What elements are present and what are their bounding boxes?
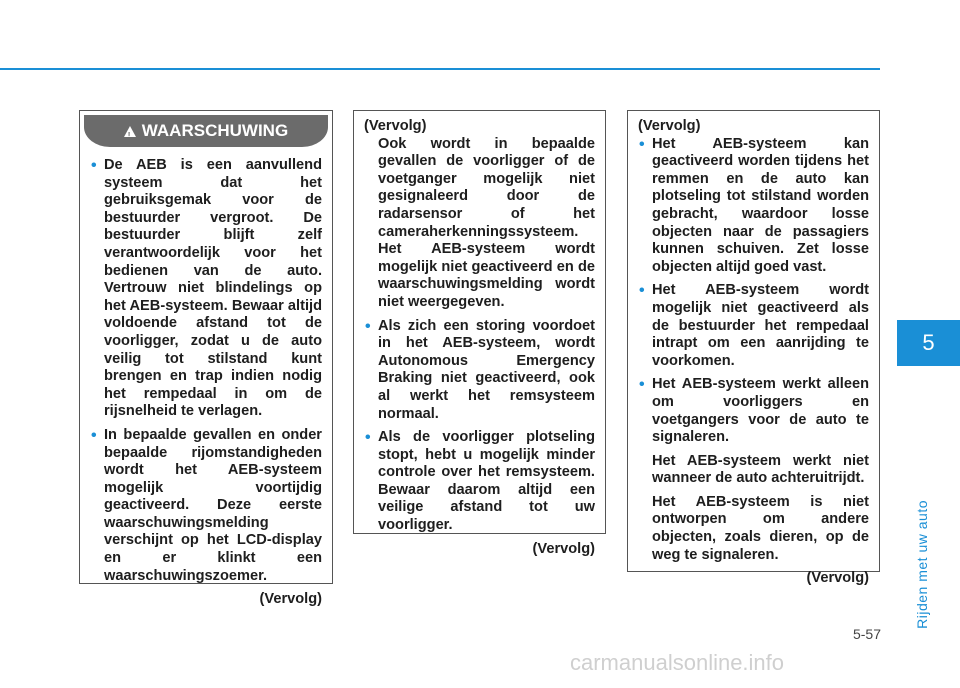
continued-heading: (Vervolg): [638, 118, 701, 134]
continued-label: (Vervolg): [259, 591, 322, 608]
continued-heading: (Vervolg): [364, 118, 427, 134]
chapter-number-tab: 5: [897, 320, 960, 366]
warning-paragraph: • Het AEB-systeem kan geactiveerd worden tijdens het remmen en de auto kan plotseling tot stilstand worden gebracht, waardoor losse objecten naar de passagiers kunnen schuiven. Zet losse objecten altijd goed vast.: [638, 136, 869, 277]
warning-box: [79, 110, 333, 608]
warning-paragraph: • Als de voorligger plotseling stopt, hebt u mogelijk minder controle over het remsysteem. Bewaar daarom altijd een veilige afstand tot uw voorligger.: [364, 429, 595, 535]
continued-label: (Vervolg): [532, 540, 595, 557]
watermark: carmanualsonline.info: [570, 650, 785, 675]
sub-paragraph: Het AEB-systeem werkt niet wanneer de auto achteruitrijdt.: [652, 452, 869, 487]
continued-label: (Vervolg): [806, 570, 869, 587]
continued-box-2: [353, 110, 606, 557]
warning-triangle-icon: [124, 126, 136, 137]
warning-title: WAARSCHUWING: [141, 121, 289, 141]
intro-paragraph: Ook wordt in bepaalde gevallen de voorligger of de voetganger mogelijk niet gesignaleerd door de radarsensor of het cameraherkenningssysteem. Het AEB-systeem wordt mogelijk niet geactiveerd en de waarschuwingsmelding wordt niet weergegeven.: [378, 135, 595, 310]
header-rule: [0, 68, 880, 70]
warning-header: [84, 115, 328, 147]
warning-paragraph: • In bepaalde gevallen en onder bepaalde rijomstandigheden wordt het AEB-systeem mogelijk voortijdig geactiveerd. Deze eerste waarschuwingsmelding verschijnt op het LCD-display en er klinkt een waarschuwingszoemer.: [90, 427, 322, 585]
warning-paragraph: • Het AEB-systeem werkt alleen om voorliggers en voetgangers voor de auto te signaleren.: [638, 376, 869, 446]
page-number: 5-57: [852, 626, 881, 642]
sub-paragraph: Het AEB-systeem is niet ontworpen om andere objecten, zoals dieren, op de weg te signaleren.: [652, 493, 869, 563]
continued-box-3: [627, 110, 880, 587]
warning-paragraph: • De AEB is een aanvullend systeem dat het gebruiksgemak voor de bestuurder vergroot. De bestuurder blijft zelf verantwoordelijk voor het bedienen van de auto. Vertrouw niet blindelings op het AEB-systeem. Bewaar altijd voldoende afstand tot de voorligger, zodat u de auto veilig tot stilstand kunt brengen en trap indien nodig het rempedaal in om de rijsnelheid te verlagen.: [90, 157, 322, 421]
warning-paragraph: • Als zich een storing voordoet in het AEB-systeem, wordt Autonomous Emergency Braking niet geactiveerd, ook al werkt het remsysteem normaal.: [364, 318, 595, 424]
warning-paragraph: • Het AEB-systeem wordt mogelijk niet geactiveerd als de bestuurder het rempedaal intrapt om een aanrijding te voorkomen.: [638, 282, 869, 370]
chapter-label: Rijden met uw auto: [914, 500, 930, 629]
